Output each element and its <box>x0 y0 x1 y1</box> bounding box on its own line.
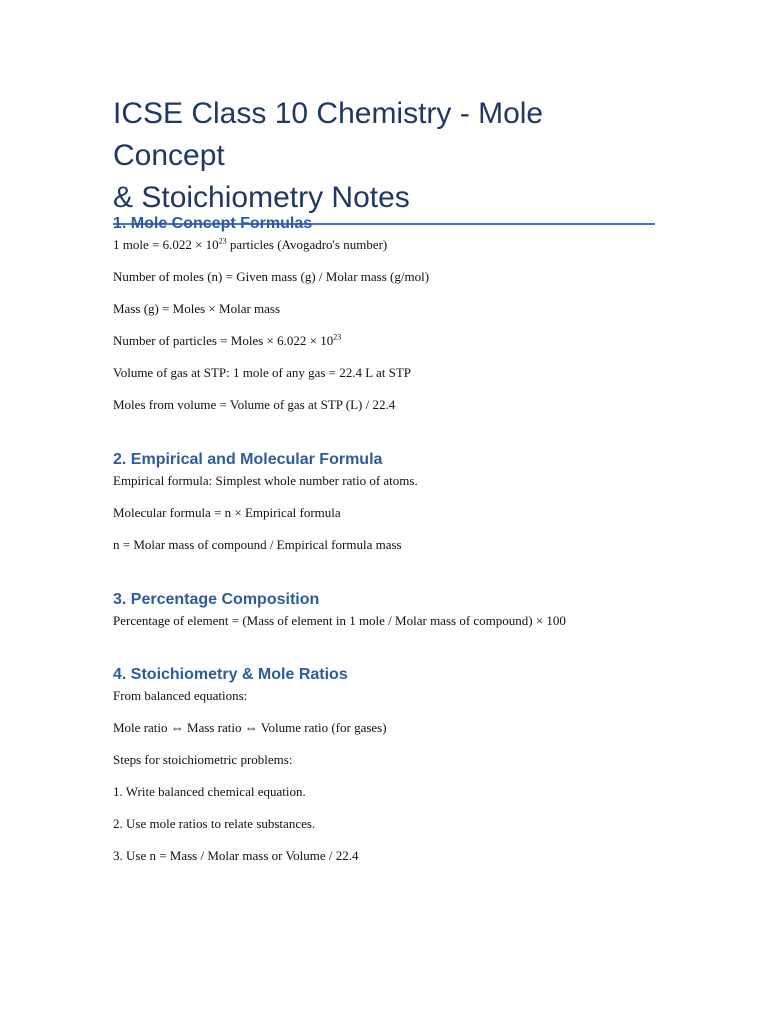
paragraph: Percentage of element = (Mass of element in 1 mole / Molar mass of compound) × 100 <box>113 613 566 628</box>
section-heading: 1. Mole Concept Formulas <box>113 215 313 232</box>
paragraph: 1. Write balanced chemical equation. <box>113 784 306 799</box>
paragraph: Volume of gas at STP: 1 mole of any gas = 22.4 L at STP <box>113 365 412 380</box>
paragraph: 3. Use n = Mass / Molar mass or Volume / 22.4 <box>113 848 359 863</box>
paragraph: Number of particles = Moles × $6.022 \times 10^{23}$ <box>113 332 342 348</box>
section-empirical-molecular <box>113 450 658 554</box>
section-percentage-composition <box>113 590 658 630</box>
section-heading: 4. Stoichiometry & Mole Ratios <box>113 666 348 683</box>
paragraph: Molecular formula = n × Empirical formula <box>113 505 341 520</box>
document-page <box>113 93 658 863</box>
title-line-2: & Stoichiometry Notes <box>113 181 410 214</box>
section-stoichiometry <box>113 665 658 865</box>
paragraph: Mass (g) = Moles × Molar mass <box>113 301 281 316</box>
paragraph: n = Molar mass of compound / Empirical formula mass <box>113 537 402 552</box>
title-line-1: ICSE Class 10 Chemistry - Mole Concept <box>113 97 544 172</box>
paragraph: Mole ratio ⇔ Mass ratio ⇔ Volume ratio (for gases) <box>113 720 387 735</box>
document-title <box>113 93 658 219</box>
section-mole-concept <box>113 214 658 414</box>
section-heading: 3. Percentage Composition <box>113 591 320 608</box>
paragraph: Empirical formula: Simplest whole number ratio of atoms. <box>113 473 418 488</box>
paragraph: From balanced equations: <box>113 688 248 703</box>
paragraph: Moles from volume = Volume of gas at STP (L) / 22.4 <box>113 397 396 412</box>
paragraph: Steps for stoichiometric problems: <box>113 752 293 767</box>
superscript: 23 <box>218 236 227 246</box>
paragraph: Number of moles (n) = Given mass (g) / Molar mass (g/mol) <box>113 269 430 284</box>
paragraph: 2. Use mole ratios to relate substances. <box>113 816 316 831</box>
section-heading: 2. Empirical and Molecular Formula <box>113 451 383 468</box>
paragraph: 1 mole = $6.022 \times 10^{23}$ particles (Avogadro's number) <box>113 236 388 252</box>
superscript: 23 <box>333 332 342 342</box>
